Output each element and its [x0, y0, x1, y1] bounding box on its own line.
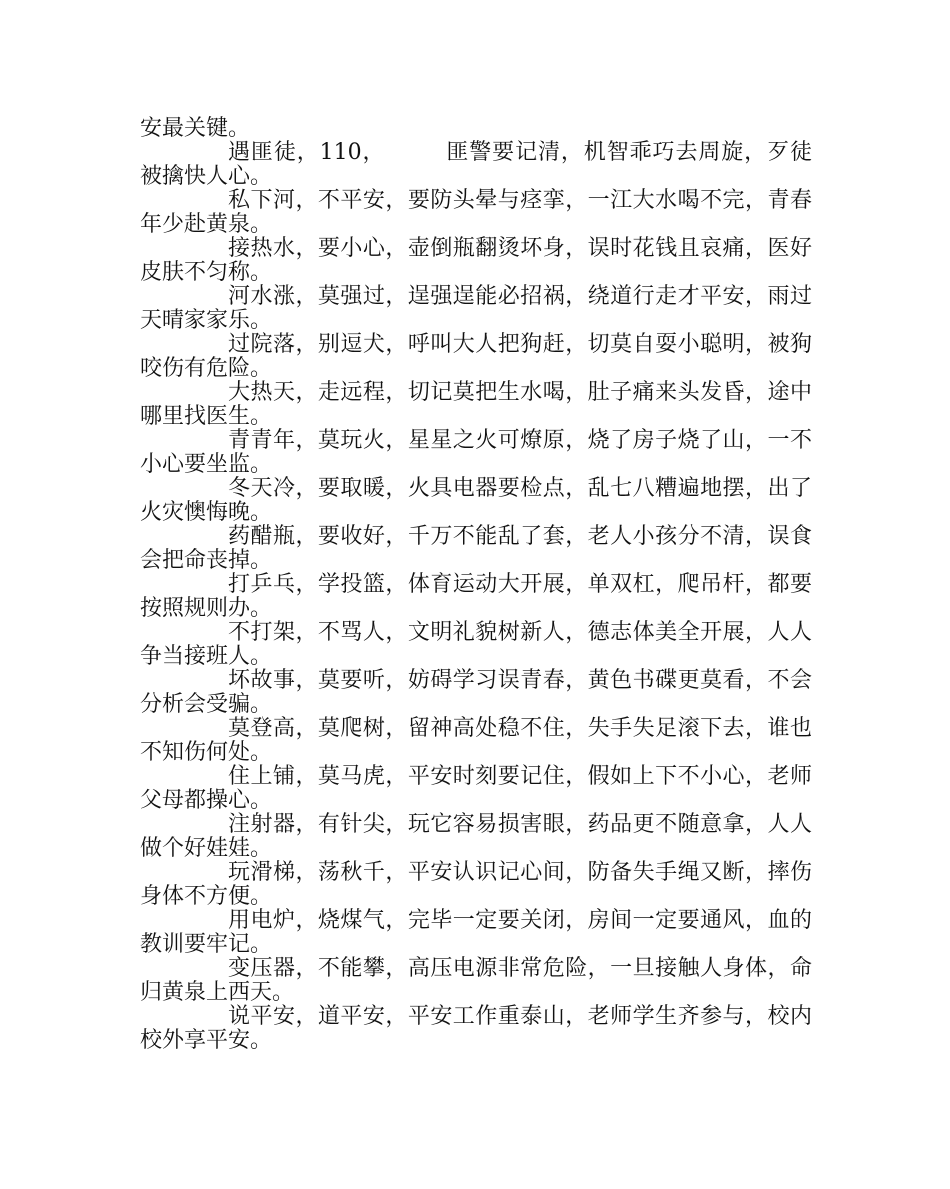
paragraph-robbers — [140, 141, 812, 189]
paragraph: 接热水，要小心，壶倒瓶翻烫坏身，误时花钱且哀痛，医好皮肤不匀称。 — [140, 236, 812, 285]
paragraph-robbers-part2: 匪警要记清，机智乖巧去周旋，歹徒被擒快人心。 — [140, 140, 812, 189]
paragraph: 住上铺，莫马虎，平安时刻要记住，假如上下不小心，老师父母都操心。 — [140, 764, 812, 813]
paragraph: 说平安，道平安，平安工作重泰山，老师学生齐参与，校内校外享平安。 — [140, 1004, 812, 1053]
paragraph: 打乒乓，学投篮，体育运动大开展，单双杠，爬吊杆，都要按照规则办。 — [140, 572, 812, 621]
paragraph: 大热天，走远程，切记莫把生水喝，肚子痛来头发昏，途中哪里找医生。 — [140, 380, 812, 429]
paragraph: 变压器，不能攀，高压电源非常危险，一旦接触人身体，命归黄泉上西天。 — [140, 956, 812, 1005]
paragraph: 不打架，不骂人，文明礼貌树新人，德志体美全开展，人人争当接班人。 — [140, 620, 812, 669]
paragraph: 私下河，不平安，要防头晕与痉挛，一江大水喝不完，青春年少赴黄泉。 — [140, 188, 812, 237]
paragraph: 过院落，别逗犬，呼叫大人把狗赶，切莫自耍小聪明，被狗咬伤有危险。 — [140, 332, 812, 381]
paragraph: 用电炉，烧煤气，完毕一定要关闭，房间一定要通风，血的教训要牢记。 — [140, 908, 812, 957]
paragraph: 河水涨，莫强过，逞强逞能必招祸，绕道行走才平安，雨过天晴家家乐。 — [140, 284, 812, 333]
document-page — [140, 117, 812, 1053]
paragraph: 坏故事，莫要听，妨碍学习误青春，黄色书碟更莫看，不会分析会受骗。 — [140, 668, 812, 717]
paragraph-robbers-part1: 遇匪徒，110， — [228, 140, 386, 165]
paragraph: 冬天冷，要取暖，火具电器要检点，乱七八糟遍地摆，出了火灾懊悔晚。 — [140, 476, 812, 525]
paragraph: 玩滑梯，荡秋千，平安认识记心间，防备失手绳又断，摔伤身体不方便。 — [140, 860, 812, 909]
lead-fragment: 安最关键。 — [140, 116, 251, 141]
paragraph: 药醋瓶，要收好，千万不能乱了套，老人小孩分不清，误食会把命丧掉。 — [140, 524, 812, 573]
paragraph: 青青年，莫玩火，星星之火可燎原，烧了房子烧了山，一不小心要坐监。 — [140, 428, 812, 477]
paragraph: 注射器，有针尖，玩它容易损害眼，药品更不随意拿，人人做个好娃娃。 — [140, 812, 812, 861]
paragraph: 莫登高，莫爬树，留神高处稳不住，失手失足滚下去，谁也不知伤何处。 — [140, 716, 812, 765]
